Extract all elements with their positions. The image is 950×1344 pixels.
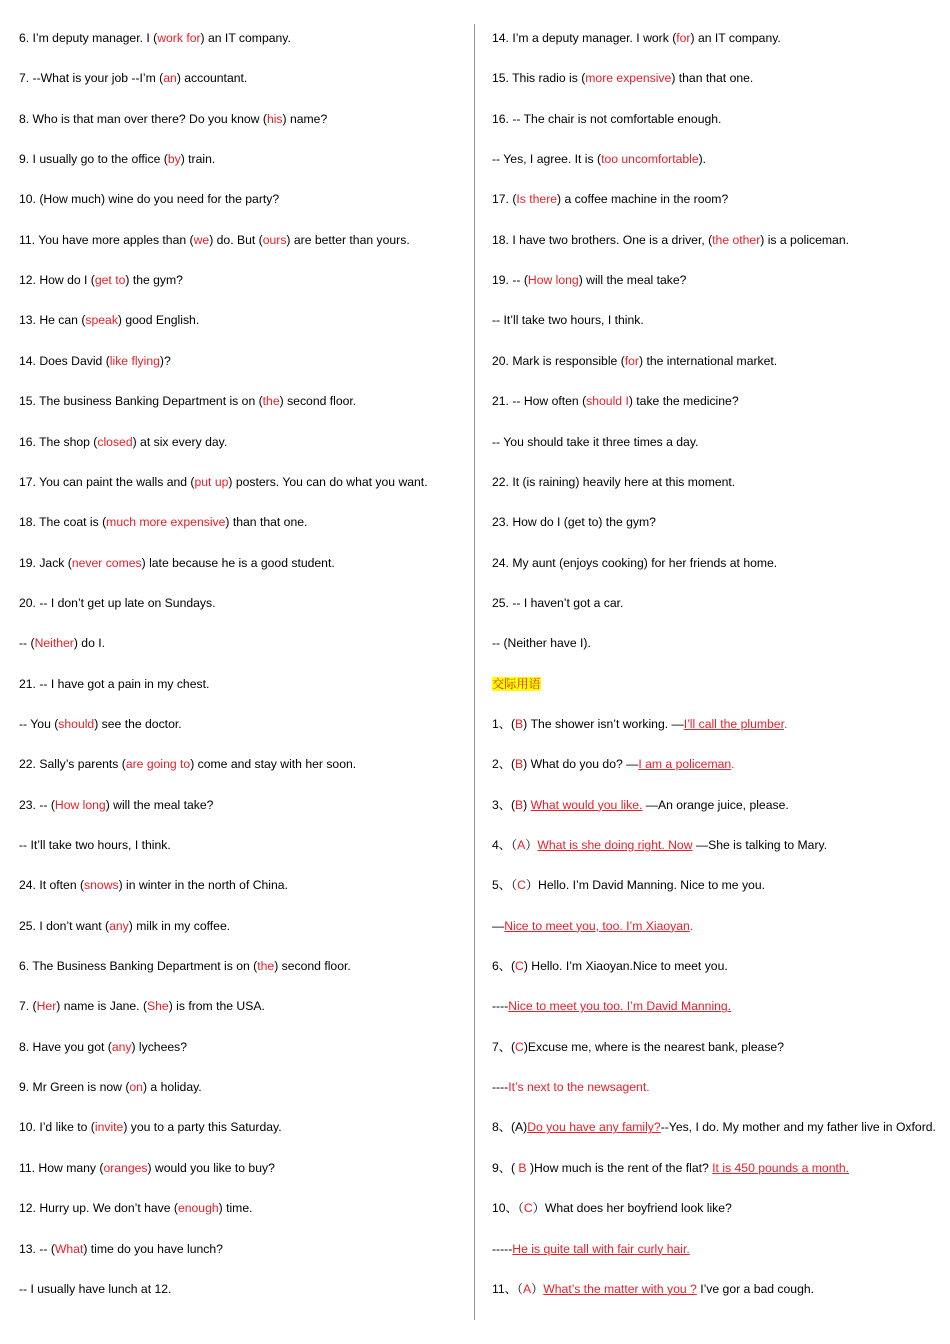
question-text: ) is from the USA. (168, 999, 265, 1014)
left-line (19, 474, 428, 490)
answer-text: more expensive (585, 71, 672, 86)
answer-text: How long (527, 273, 579, 288)
left-line (19, 1200, 253, 1216)
question-text: 20. -- I don’t get up late on Sundays. (19, 595, 216, 610)
right-line (492, 151, 706, 167)
right-line (492, 30, 781, 46)
right-line (492, 918, 693, 934)
answer-text: Neither (34, 636, 74, 651)
question-text: 9. I usually go to the office ( (19, 152, 168, 167)
question-text: ). (698, 152, 707, 167)
question-text: ) good English. (117, 313, 200, 328)
left-line (19, 272, 183, 288)
question-text: ) (523, 797, 531, 812)
answer-text: should I (586, 394, 629, 409)
question-text: 8. Have you got ( (19, 1039, 112, 1054)
answer-text: B (515, 757, 524, 772)
question-text: -- You should take it three times a day. (492, 434, 699, 449)
right-line (492, 111, 721, 127)
answer-text: C (515, 1039, 524, 1054)
right-line (492, 1281, 814, 1297)
question-text: 12. How do I ( (19, 273, 95, 288)
question-text: 11、（ (492, 1281, 523, 1296)
answer-text: his (266, 111, 283, 126)
left-line (19, 797, 213, 813)
question-text: ) second floor. (279, 394, 357, 409)
left-line (19, 837, 171, 853)
question-text: ) train. (180, 152, 216, 167)
answer-text: . (731, 757, 735, 772)
left-line (19, 393, 356, 409)
question-text: ) The shower isn’t working. — (523, 716, 684, 731)
question-text: ---- (492, 1080, 509, 1095)
question-text: 12. Hurry up. We don’t have ( (19, 1201, 178, 1216)
right-line (492, 595, 623, 611)
answer-text: C (517, 878, 526, 893)
question-text: —She is talking to Mary. (692, 838, 828, 852)
answer-text: C (523, 1201, 533, 1216)
answer-text: What’s the matter with you ? (543, 1281, 697, 1296)
question-text: ) do I. (73, 636, 106, 651)
answer-text: work for (157, 31, 201, 45)
answer-text: by (167, 152, 181, 167)
question-text: ) is a policeman. (760, 232, 849, 247)
left-line (19, 111, 327, 127)
answer-text: He is quite tall with fair curly hair. (512, 1241, 690, 1256)
question-text: ) are better than yours. (286, 232, 410, 247)
answer-text: What is she doing right. Now (537, 838, 693, 852)
answer-text: B (515, 797, 524, 812)
question-text: ) late because he is a good student. (141, 555, 335, 570)
question-text: 17. ( (492, 192, 517, 207)
answer-text: get to (94, 273, 126, 288)
right-line (492, 1160, 849, 1176)
right-line (492, 1119, 936, 1135)
right-line (492, 312, 644, 328)
question-text: ) in winter in the north of China. (118, 878, 288, 893)
column-divider (474, 24, 475, 1320)
question-text: -- ( (19, 636, 35, 651)
question-text: ) second floor. (274, 959, 351, 974)
answer-text: too uncomfortable (601, 152, 699, 167)
question-text: 4、（ (492, 838, 518, 852)
question-text: ) the gym? (125, 273, 183, 288)
left-line (19, 1160, 275, 1176)
answer-text: B (518, 1160, 527, 1175)
question-text: -- You ( (19, 716, 59, 731)
question-text: ----- (492, 1241, 513, 1256)
question-text: 21. -- I have got a pain in my chest. (19, 676, 210, 691)
question-text: 22. Sally’s parents ( (19, 757, 126, 772)
answer-text: A (522, 1281, 532, 1296)
answer-text: the (257, 959, 275, 974)
left-line (19, 958, 351, 974)
question-text: 3、( (492, 797, 516, 812)
question-text: — (492, 918, 505, 933)
left-line (19, 1039, 187, 1055)
question-text: 10、（ (492, 1201, 524, 1216)
question-text: ) time. (218, 1201, 253, 1216)
answer-text: enough (177, 1201, 219, 1216)
question-text: 15. This radio is ( (492, 71, 586, 86)
question-text: -- I usually have lunch at 12. (19, 1281, 172, 1296)
answer-text: It’s next to the newsagent. (508, 1080, 650, 1095)
question-text: 6. I’m deputy manager. I ( (19, 31, 158, 45)
left-column (19, 0, 464, 1344)
right-line (492, 232, 849, 248)
question-text: ) will the meal take? (578, 273, 687, 288)
right-line (492, 191, 728, 207)
question-text: 14. Does David ( (19, 353, 110, 368)
answer-text: snows (84, 878, 119, 893)
question-text: 9、( (492, 1160, 519, 1175)
answer-text: are going to (125, 757, 191, 772)
question-text: ) lychees? (131, 1039, 188, 1054)
question-text: ) the international market. (639, 353, 778, 368)
question-text: -- (Neither have I). (492, 636, 591, 651)
question-text: ) What do you do? — (523, 757, 639, 772)
left-line (19, 1241, 223, 1257)
question-text: 6、( (492, 959, 516, 974)
right-line (492, 756, 735, 772)
right-line (492, 716, 787, 732)
question-text: 7. ( (19, 999, 37, 1014)
right-line (492, 555, 777, 571)
right-line (492, 514, 656, 530)
question-text: 13. He can ( (19, 313, 86, 328)
question-text: )How much is the rent of the flat? (526, 1160, 713, 1175)
left-line (19, 635, 105, 651)
left-line (19, 555, 335, 571)
right-line (492, 1039, 784, 1055)
question-text: ) a coffee machine in the room? (557, 192, 729, 207)
answer-text: any (109, 918, 129, 933)
answer-text: the other (712, 232, 761, 247)
right-line (492, 877, 765, 893)
question-text: 2、( (492, 757, 516, 772)
answer-text: ours (262, 232, 287, 247)
right-line (492, 797, 789, 813)
answer-text: on (129, 1080, 143, 1095)
question-text: 20. Mark is responsible ( (492, 353, 625, 368)
question-text: ) take the medicine? (628, 394, 739, 409)
left-line (19, 514, 307, 530)
question-text: ） (531, 1281, 544, 1296)
left-line (19, 716, 182, 732)
question-text: 23. How do I (get to) the gym? (492, 515, 656, 530)
question-text: 8、(A) (492, 1120, 528, 1135)
left-line (19, 434, 227, 450)
question-text: ---- (492, 999, 509, 1014)
question-text: -- It’ll take two hours, I think. (492, 313, 644, 328)
answer-text: never comes (71, 555, 142, 570)
question-text: 1、( (492, 716, 516, 731)
answer-text: How long (54, 797, 106, 812)
question-text: ) milk in my coffee. (128, 918, 231, 933)
question-text: —An orange juice, please. (642, 797, 789, 812)
question-text: ) would you like to buy? (147, 1160, 275, 1175)
answer-text: 交际用语 (492, 676, 541, 691)
answer-text: like flying (109, 353, 160, 368)
right-line (492, 998, 731, 1014)
question-text: 13. -- ( (19, 1241, 55, 1256)
question-text: ) a holiday. (142, 1080, 202, 1095)
answer-text: . (689, 918, 694, 933)
left-line (19, 191, 279, 207)
right-column (492, 0, 942, 1344)
question-text: ) time do you have lunch? (83, 1241, 223, 1256)
question-text: -- It’ll take two hours, I think. (19, 838, 171, 852)
question-text: --Yes, I do. My mother and my father live in Oxford. (660, 1120, 936, 1135)
question-text: 24. My aunt (enjoys cooking) for her friends at home. (492, 555, 778, 570)
answer-text: oranges (103, 1160, 148, 1175)
answer-text: What would you like. (530, 797, 643, 812)
answer-text: speak (85, 313, 118, 328)
answer-text: for (676, 31, 691, 45)
answer-text: closed (97, 434, 133, 449)
left-line (19, 676, 209, 692)
left-line (19, 877, 288, 893)
right-line (492, 434, 698, 450)
question-text: ) at six every day. (132, 434, 228, 449)
answer-text: I am a policeman (638, 757, 732, 772)
left-line (19, 595, 215, 611)
right-line (492, 635, 591, 651)
answer-text: B (515, 716, 524, 731)
question-text: I’ve gor a bad cough. (696, 1281, 815, 1296)
answer-text: Nice to meet you too. I’m David Manning. (508, 999, 732, 1014)
question-text: 14. I’m a deputy manager. I work ( (492, 31, 677, 45)
question-text: 11. You have more apples than ( (19, 232, 194, 247)
question-text: 19. Jack ( (19, 555, 72, 570)
answer-text: Do you have any family? (527, 1120, 661, 1135)
question-text: ) come and stay with her soon. (190, 757, 357, 772)
answer-text: I’ll call the plumber (683, 716, 784, 731)
question-text: ）What does her boyfriend look like? (532, 1201, 732, 1216)
answer-text: . (783, 716, 788, 731)
left-line (19, 1079, 202, 1095)
right-line (492, 353, 777, 369)
question-text: ) than that one. (225, 515, 308, 530)
right-line (492, 70, 753, 86)
left-line (19, 1281, 171, 1297)
right-line (492, 837, 827, 853)
question-text: ) Hello. I’m Xiaoyan.Nice to meet you. (523, 959, 728, 974)
answer-text: any (111, 1039, 132, 1054)
question-text: 19. -- ( (492, 273, 528, 288)
answer-text: She (147, 999, 169, 1014)
right-line (492, 272, 686, 288)
question-text: 18. The coat is ( (19, 515, 107, 530)
answer-text: Is there (516, 192, 558, 207)
answer-text: Her (36, 999, 57, 1014)
left-line (19, 312, 199, 328)
question-text: ) an IT company. (690, 31, 781, 45)
answer-text: the (262, 394, 280, 409)
question-text: 21. -- How often ( (492, 394, 587, 409)
question-text: 15. The business Banking Department is on ( (19, 394, 263, 409)
question-text: 9. Mr Green is now ( (19, 1080, 130, 1095)
question-text: 18. I have two brothers. One is a driver, ( (492, 232, 713, 247)
question-text: 11. How many ( (19, 1160, 104, 1175)
question-text: 25. -- I haven’t got a car. (492, 595, 624, 610)
answer-text: we (193, 232, 210, 247)
answer-text: invite (94, 1120, 124, 1135)
left-line (19, 70, 247, 86)
question-text: ) you to a party this Saturday. (123, 1120, 282, 1135)
left-line (19, 756, 356, 772)
answer-text: put up (194, 474, 229, 489)
question-text: ）Hello. I’m David Manning. Nice to me you. (525, 878, 765, 893)
question-text: 8. Who is that man over there? Do you know ( (19, 111, 267, 126)
question-text: 5、（ (492, 878, 518, 893)
question-text: 22. It (is raining) heavily here at this moment. (492, 474, 736, 489)
answer-text: much more expensive (106, 515, 226, 530)
question-text: 23. -- ( (19, 797, 55, 812)
question-text: ) posters. You can do what you want. (228, 474, 428, 489)
question-text: ) see the doctor. (94, 716, 182, 731)
answer-text: an (163, 71, 177, 86)
question-text: 10. I’d like to ( (19, 1120, 95, 1135)
question-text: ） (525, 838, 538, 852)
answer-text: What (54, 1241, 84, 1256)
question-text: ) name is Jane. ( (56, 999, 148, 1014)
answer-text: A (517, 838, 526, 852)
left-line (19, 998, 265, 1014)
question-text: 6. The Business Banking Department is on ( (19, 959, 258, 974)
answer-text: should (58, 716, 95, 731)
answer-text: C (515, 959, 524, 974)
question-text: ) accountant. (176, 71, 248, 86)
question-text: 16. The shop ( (19, 434, 98, 449)
question-text: 16. -- The chair is not comfortable enough. (492, 111, 722, 126)
question-text: 7、( (492, 1039, 516, 1054)
left-line (19, 232, 410, 248)
left-line (19, 30, 291, 46)
right-line (492, 1200, 732, 1216)
left-line (19, 353, 171, 369)
question-text: 24. It often ( (19, 878, 85, 893)
left-line (19, 151, 215, 167)
right-line (492, 393, 739, 409)
left-line (19, 1119, 282, 1135)
question-text: 17. You can paint the walls and ( (19, 474, 195, 489)
question-text: )? (159, 353, 171, 368)
question-text: )Excuse me, where is the nearest bank, please? (523, 1039, 784, 1054)
answer-text: Nice to meet you, too. I’m Xiaoyan (504, 918, 690, 933)
answer-text: for (624, 353, 639, 368)
question-text: 25. I don’t want ( (19, 918, 110, 933)
right-line (492, 676, 541, 692)
answer-text: It is 450 pounds a month. (712, 1160, 850, 1175)
question-text: ) name? (282, 111, 328, 126)
question-text: ) do. But ( (209, 232, 263, 247)
question-text: ) than that one. (671, 71, 754, 86)
right-line (492, 958, 728, 974)
right-line (492, 1079, 650, 1095)
question-text: ) an IT company. (200, 31, 291, 45)
question-text: 10. (How much) wine do you need for the party? (19, 192, 280, 207)
question-text: 7. --What is your job --I’m ( (19, 71, 164, 86)
right-line (492, 1241, 690, 1257)
question-text: -- Yes, I agree. It is ( (492, 152, 602, 167)
question-text: ) will the meal take? (105, 797, 214, 812)
right-line (492, 474, 735, 490)
left-line (19, 918, 230, 934)
